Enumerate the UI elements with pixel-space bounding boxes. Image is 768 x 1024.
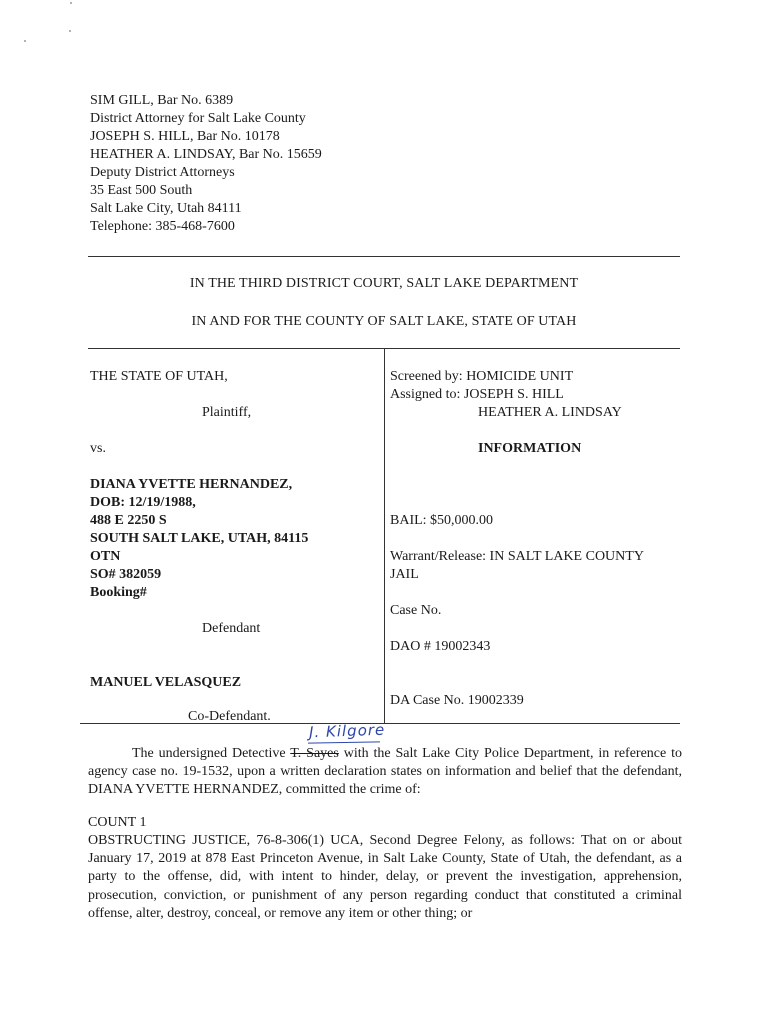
attorney-line: 35 East 500 South bbox=[90, 183, 193, 198]
case-number: Case No. bbox=[390, 603, 442, 618]
count-heading: COUNT 1 bbox=[88, 815, 147, 830]
da-case-number: DA Case No. 19002339 bbox=[390, 693, 524, 708]
divider-rule bbox=[88, 256, 680, 257]
scan-speck bbox=[70, 2, 72, 4]
codefendant-name: MANUEL VELASQUEZ bbox=[90, 675, 242, 690]
handwritten-detective-name: J. Kilgore bbox=[308, 720, 386, 742]
count-text: OBSTRUCTING JUSTICE, 76-8-306(1) UCA, Second Degree Felony, as follows: That on or about January 17, 2019 at 878 East Princeton Avenue, in Salt Lake County, State of Utah, the defendant, as a party to the offense, did, with intent to hinder, delay, or prevent the investigation, apprehension, prosecution, conviction, or punishment of any person regarding conduct that constituted a criminal offense, alter, destroy, conceal, or remove any item or other thing; or bbox=[88, 833, 682, 921]
scan-speck bbox=[24, 40, 26, 42]
defendant-otn: OTN bbox=[90, 549, 121, 564]
attorney-line: District Attorney for Salt Lake County bbox=[90, 111, 306, 126]
defendant-name: DIANA YVETTE HERNANDEZ, bbox=[90, 477, 293, 492]
assigned-to: Assigned to: JOSEPH S. HILL bbox=[390, 387, 564, 402]
dao-number: DAO # 19002343 bbox=[390, 639, 491, 654]
attorney-line: HEATHER A. LINDSAY, Bar No. 15659 bbox=[90, 147, 322, 162]
bail-amount: BAIL: $50,000.00 bbox=[390, 513, 494, 528]
defendant-booking: Booking# bbox=[90, 585, 147, 600]
caption-divider bbox=[384, 348, 385, 723]
attorney-line: SIM GILL, Bar No. 6389 bbox=[90, 93, 234, 108]
court-jurisdiction: IN AND FOR THE COUNTY OF SALT LAKE, STATE OF UTAH bbox=[191, 314, 577, 329]
defendant-so-number: SO# 382059 bbox=[90, 567, 162, 582]
intro-text-start: The undersigned Detective bbox=[132, 746, 291, 761]
scan-speck bbox=[69, 30, 71, 32]
warrant-release: Warrant/Release: IN SALT LAKE COUNTY bbox=[390, 549, 644, 564]
attorney-line: Deputy District Attorneys bbox=[90, 165, 235, 180]
defendant-address: 488 E 2250 S bbox=[90, 513, 167, 528]
court-name: IN THE THIRD DISTRICT COURT, SALT LAKE DEPARTMENT bbox=[189, 276, 579, 291]
screened-by: Screened by: HOMICIDE UNIT bbox=[390, 369, 574, 384]
attorney-block bbox=[90, 92, 322, 236]
handwritten-underline bbox=[308, 741, 380, 743]
struck-detective-name: T. Sayes bbox=[290, 746, 339, 761]
intro-paragraph bbox=[88, 745, 682, 800]
warrant-release-cont: JAIL bbox=[390, 567, 419, 582]
assigned-to-second: HEATHER A. LINDSAY bbox=[478, 405, 622, 420]
defendant-dob: DOB: 12/19/1988, bbox=[90, 495, 196, 510]
plaintiff-name: THE STATE OF UTAH, bbox=[90, 369, 228, 384]
defendant-city: SOUTH SALT LAKE, UTAH, 84115 bbox=[90, 531, 309, 546]
plaintiff-role: Plaintiff, bbox=[202, 405, 252, 420]
attorney-line: JOSEPH S. HILL, Bar No. 10178 bbox=[90, 129, 280, 144]
attorney-line: Telephone: 385-468-7600 bbox=[90, 219, 235, 234]
intro-text-rest: with the Salt Lake City Police Department, in reference to agency case no. 19-1532, upon a written declaration states on information and belief that the defendant, DIANA YVETTE HERNANDEZ, committed the crime of: bbox=[88, 746, 683, 798]
defendant-role: Defendant bbox=[202, 621, 261, 636]
codefendant-role: Co-Defendant. bbox=[188, 709, 271, 724]
document-title: INFORMATION bbox=[478, 441, 582, 456]
versus-label: vs. bbox=[90, 441, 106, 456]
attorney-line: Salt Lake City, Utah 84111 bbox=[90, 201, 242, 216]
